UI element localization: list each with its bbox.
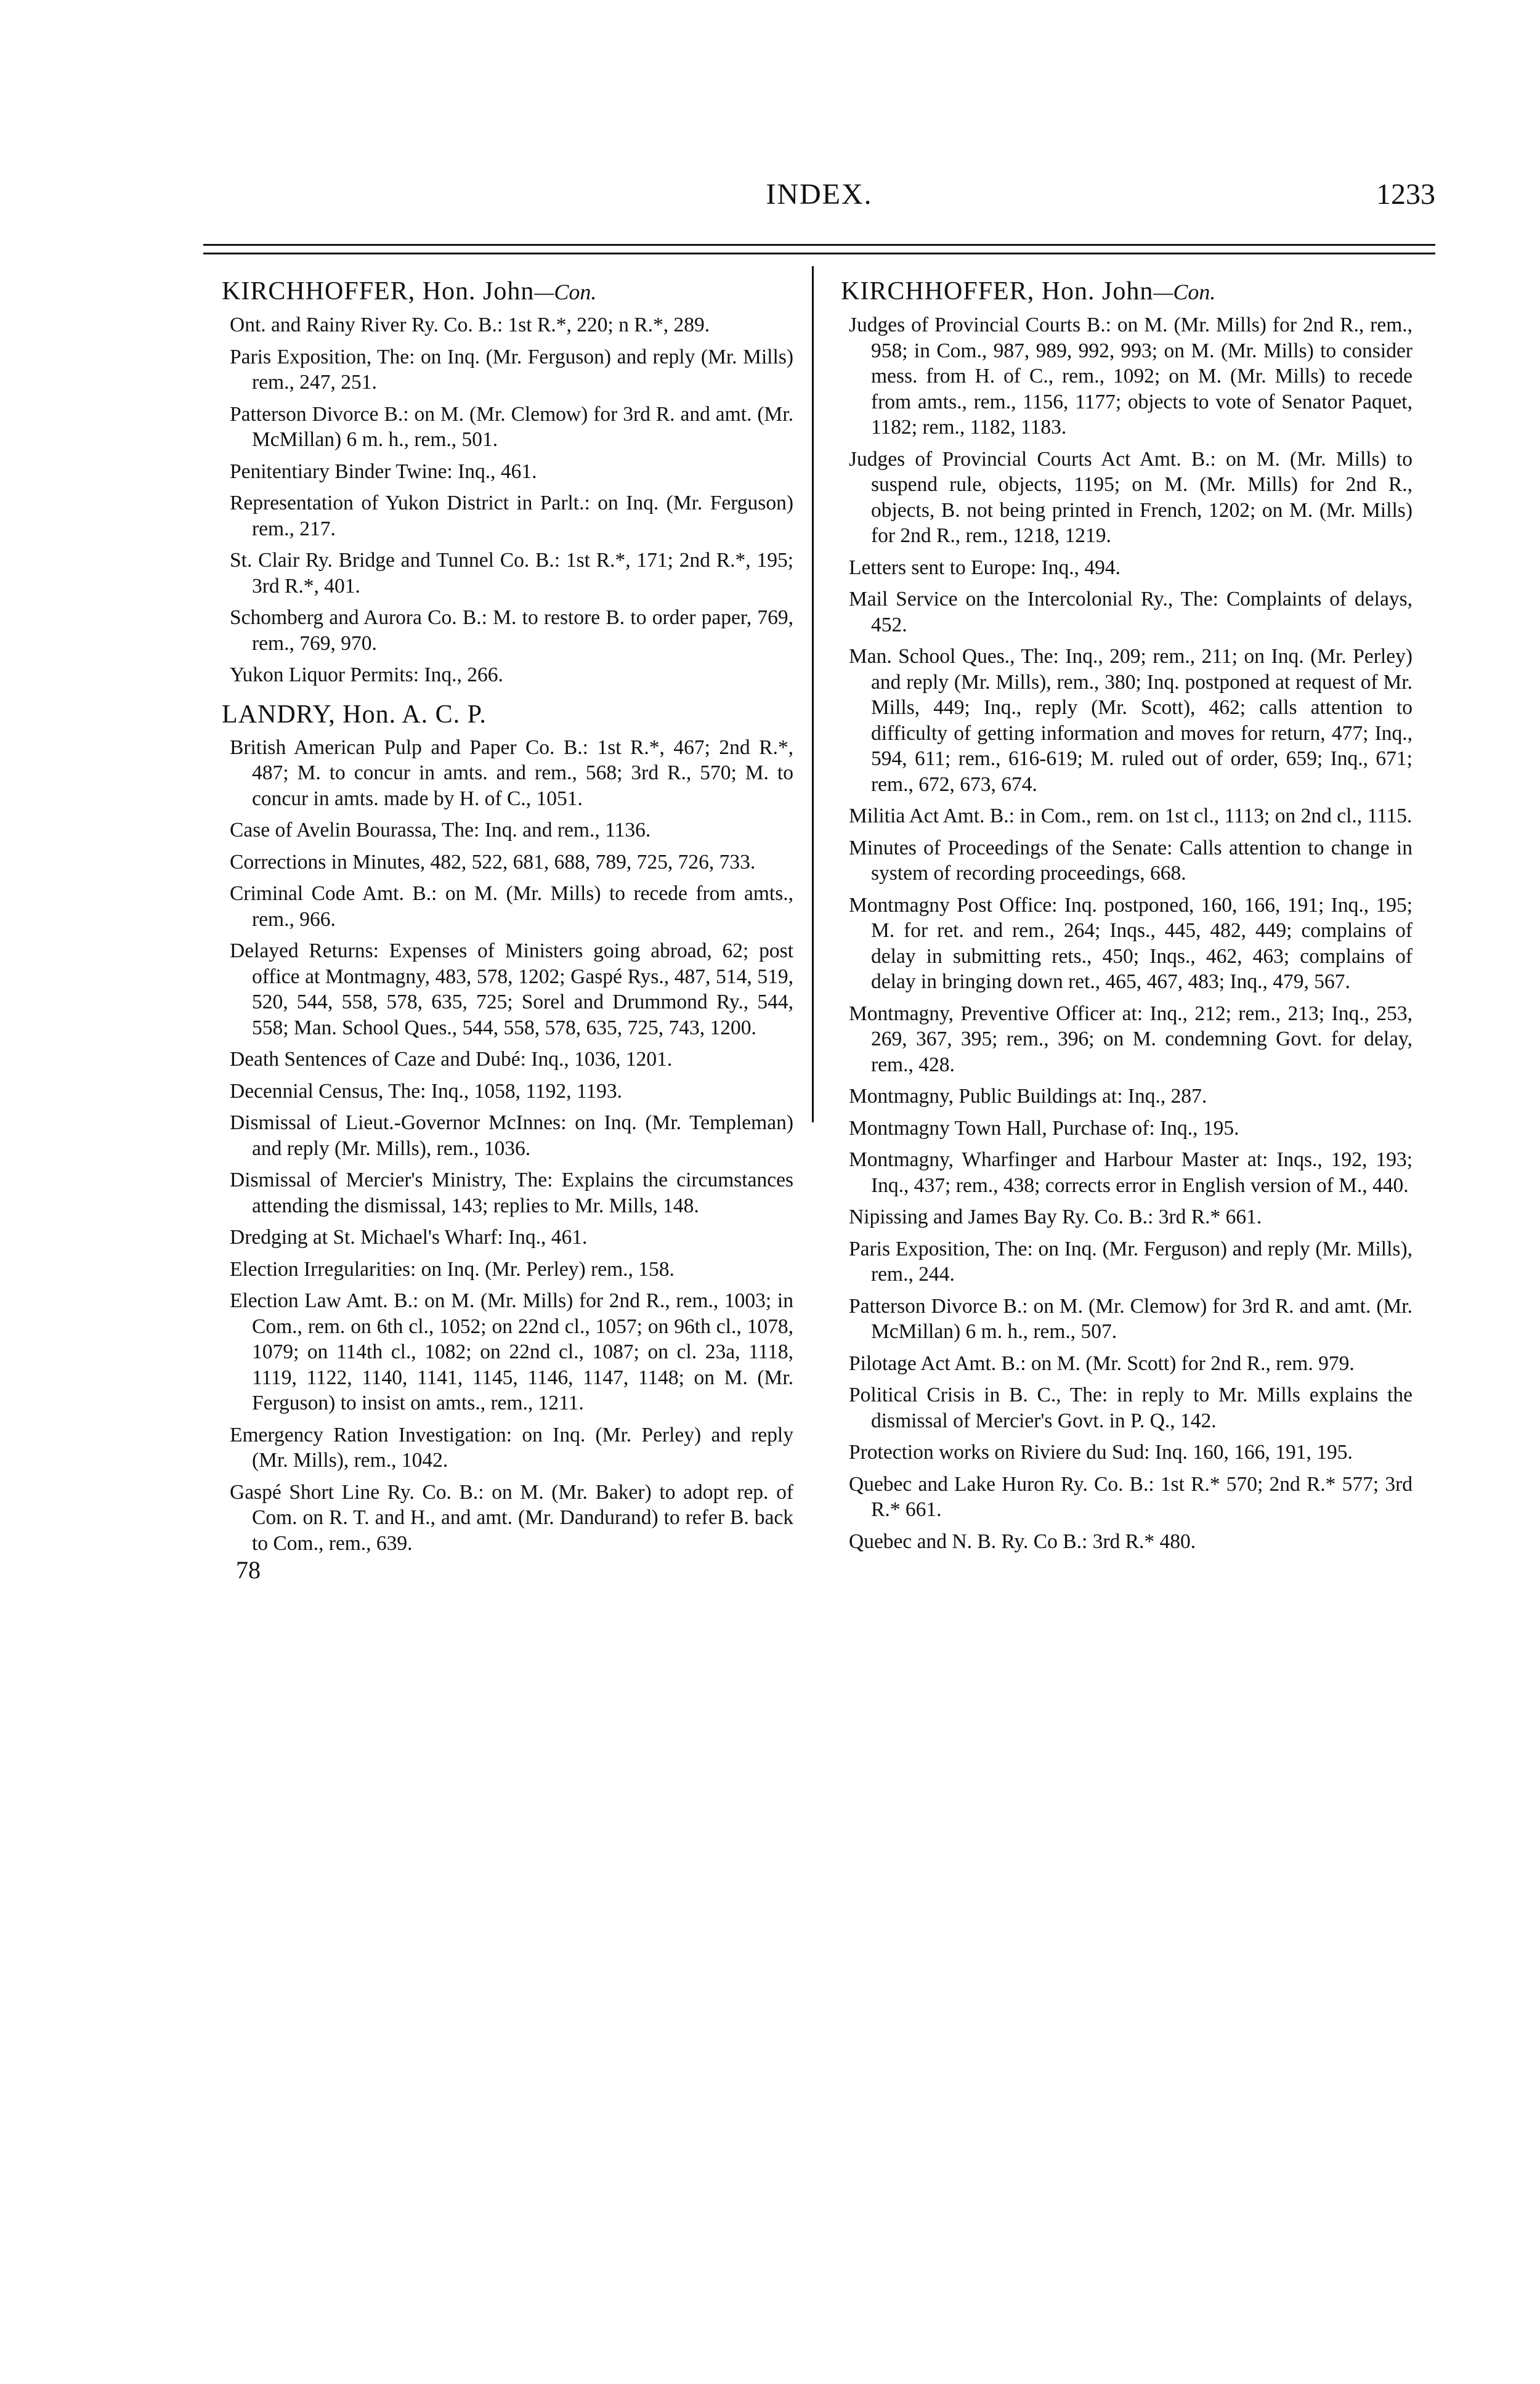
- right-column: [841, 276, 1412, 1560]
- header-rule-bottom: [203, 253, 1435, 254]
- index-entry: Protection works on Riviere du Sud: Inq. 160, 166, 191, 195.: [849, 1441, 1353, 1464]
- index-entry: Letters sent to Europe: Inq., 494.: [849, 556, 1121, 579]
- name-heading: [222, 699, 793, 730]
- index-entry: Montmagny, Preventive Officer at: Inq., 212; rem., 213; Inq., 253, 269, 367, 395; rem., 396; on M. condemning Govt. for delay, rem., 428.: [849, 1002, 1412, 1076]
- signature-mark: 78: [236, 1556, 261, 1584]
- running-title: INDEX.: [766, 178, 873, 211]
- index-entry: British American Pulp and Paper Co. B.: 1st R.*, 467; 2nd R.*, 487; M. to concur in amts. and rem., 568; 3rd R., 570; M. to concur in amts. made by H. of C., 1051.: [230, 736, 793, 810]
- index-entry: Representation of Yukon District in Parlt.: on Inq. (Mr. Ferguson) rem., 217.: [230, 492, 793, 540]
- index-entry: Political Crisis in B. C., The: in reply to Mr. Mills explains the dismissal of Mercier's Govt. in P. Q., 142.: [849, 1384, 1412, 1432]
- index-entry: Dredging at St. Michael's Wharf: Inq., 461.: [230, 1226, 588, 1249]
- index-entry: Patterson Divorce B.: on M. (Mr. Clemow) for 3rd R. and amt. (Mr. McMillan) 6 m. h., rem., 507.: [849, 1294, 1412, 1343]
- index-entry: Montmagny, Public Buildings at: Inq., 287.: [849, 1085, 1207, 1108]
- index-entry: Emergency Ration Investigation: on Inq. (Mr. Perley) and reply (Mr. Mills), rem., 1042.: [230, 1423, 793, 1472]
- index-entry: Delayed Returns: Expenses of Ministers going abroad, 62; post office at Montmagny, 483, 578, 1202; Gaspé Rys., 487, 514, 519, 520, 544, 558, 578, 635, 725; Sorel and Drummond Ry., 544, 558; Man. School Ques., 544, 558, 578, 635, 725, 743, 1200.: [230, 939, 793, 1039]
- index-entry: Election Law Amt. B.: on M. (Mr. Mills) for 2nd R., rem., 1003; in Com., rem. on 6th cl., 1052; on 22nd cl., 1057; on 96th cl., 1078, 1079; on 114th cl., 1082; on 22nd cl., 1087; on cl. 23a, 1118, 1119, 1122, 1140, 1141, 1145, 1146, 1147, 1148; on M. (Mr. Ferguson) to insist on amts., rem., 1211.: [230, 1289, 793, 1414]
- index-entry: Gaspé Short Line Ry. Co. B.: on M. (Mr. Baker) to adopt rep. of Com. on R. T. and H., and amt. (Mr. Dandurand) to refer B. back to Com., rem., 639.: [230, 1480, 793, 1555]
- name-heading: [841, 276, 1412, 307]
- index-entry: Quebec and Lake Huron Ry. Co. B.: 1st R.* 570; 2nd R.* 577; 3rd R.* 661.: [849, 1472, 1412, 1521]
- index-entry: Patterson Divorce B.: on M. (Mr. Clemow) for 3rd R. and amt. (Mr. McMillan) 6 m. h., rem., 501.: [230, 402, 793, 451]
- heading-name: KIRCHHOFFER, Hon. John: [841, 277, 1154, 306]
- left-column: [222, 276, 793, 1584]
- heading-suffix: —Con.: [534, 280, 597, 304]
- index-entry: Paris Exposition, The: on Inq. (Mr. Ferguson) and reply (Mr. Mills) rem., 247, 251.: [230, 345, 793, 394]
- heading-name: KIRCHHOFFER, Hon. John: [222, 277, 535, 306]
- index-entry: Penitentiary Binder Twine: Inq., 461.: [230, 460, 537, 483]
- heading-suffix: —Con.: [1153, 280, 1216, 304]
- index-entry: St. Clair Ry. Bridge and Tunnel Co. B.: 1st R.*, 171; 2nd R.*, 195; 3rd R.*, 401.: [230, 549, 793, 598]
- index-entry: Montmagny Town Hall, Purchase of: Inq., 195.: [849, 1116, 1239, 1140]
- entry-list: [230, 312, 793, 688]
- entry-list: [849, 312, 1412, 1554]
- header-rule-top: [203, 244, 1435, 246]
- index-entry: Death Sentences of Caze and Dubé: Inq., 1036, 1201.: [230, 1048, 673, 1071]
- index-entry: Dismissal of Lieut.-Governor McInnes: on Inq. (Mr. Templeman) and reply (Mr. Mills), rem., 1036.: [230, 1111, 793, 1160]
- index-entry: Ont. and Rainy River Ry. Co. B.: 1st R.*, 220; n R.*, 289.: [230, 314, 710, 336]
- page-number: 1233: [1376, 178, 1435, 211]
- index-entry: Montmagny Post Office: Inq. postponed, 160, 166, 191; Inq., 195; M. for ret. and rem., 264; Inqs., 445, 482, 449; complains of delay in submitting rets., 450; Inqs., 462, 463; complains of delay in bringing down ret., 465, 467, 483; Inq., 479, 567.: [849, 893, 1412, 993]
- index-entry: Militia Act Amt. B.: in Com., rem. on 1st cl., 1113; on 2nd cl., 1115.: [849, 805, 1412, 827]
- index-entry: Nipissing and James Bay Ry. Co. B.: 3rd R.* 661.: [849, 1206, 1262, 1228]
- index-entry: Minutes of Proceedings of the Senate: Calls attention to change in system of recording proceedings, 668.: [849, 836, 1412, 885]
- index-entry: Decennial Census, The: Inq., 1058, 1192, 1193.: [230, 1079, 623, 1103]
- heading-name: LANDRY, Hon. A. C. P.: [222, 700, 487, 729]
- page-header: [203, 177, 1435, 214]
- index-entry: Schomberg and Aurora Co. B.: M. to restore B. to order paper, 769, rem., 769, 970.: [230, 606, 793, 655]
- index-entry: Mail Service on the Intercolonial Ry., The: Complaints of delays, 452.: [849, 588, 1412, 636]
- name-heading: [222, 276, 793, 307]
- index-entry: Judges of Provincial Courts Act Amt. B.: on M. (Mr. Mills) to suspend rule, objects, 1195; on M. (Mr. Mills) for 2nd R., objects, B. not being printed in French, 1202; on M. (Mr. Mills) for 2nd R., rem., 1218, 1219.: [849, 447, 1412, 547]
- index-entry: Paris Exposition, The: on Inq. (Mr. Ferguson) and reply (Mr. Mills), rem., 244.: [849, 1237, 1412, 1286]
- index-entry: Dismissal of Mercier's Ministry, The: Explains the circumstances attending the dismissal, 143; replies to Mr. Mills, 148.: [230, 1169, 793, 1217]
- column-divider: [812, 266, 814, 1122]
- index-entry: Election Irregularities: on Inq. (Mr. Perley) rem., 158.: [230, 1257, 675, 1281]
- index-entry: Criminal Code Amt. B.: on M. (Mr. Mills) to recede from amts., rem., 966.: [230, 882, 793, 931]
- index-entry: Case of Avelin Bourassa, The: Inq. and rem., 1136.: [230, 819, 651, 841]
- index-entry: Yukon Liquor Permits: Inq., 266.: [230, 663, 503, 686]
- index-entry: Pilotage Act Amt. B.: on M. (Mr. Scott) for 2nd R., rem. 979.: [849, 1352, 1355, 1375]
- index-entry: Quebec and N. B. Ry. Co B.: 3rd R.* 480.: [849, 1530, 1196, 1553]
- index-entry: Man. School Ques., The: Inq., 209; rem., 211; on Inq. (Mr. Perley) and reply (Mr. Mills), rem., 380; Inq. postponed at request of Mr. Mills, 449; Inq., reply (Mr. Scott), 462; calls attention to difficulty of getting information and moves for return, 477; Inq., 594, 611; rem., 616-619; M. ruled out of order, 659; Inq., 671; rem., 672, 673, 674.: [849, 645, 1412, 796]
- index-entry: Corrections in Minutes, 482, 522, 681, 688, 789, 725, 726, 733.: [230, 850, 756, 874]
- index-entry: Montmagny, Wharfinger and Harbour Master at: Inqs., 192, 193; Inq., 437; rem., 438; corrects error in English version of M., 440.: [849, 1148, 1412, 1197]
- entry-list: [230, 735, 793, 1557]
- index-entry: Judges of Provincial Courts B.: on M. (Mr. Mills) for 2nd R., rem., 958; in Com., 987, 989, 992, 993; on M. (Mr. Mills) to consider mess. from H. of C., rem., 1092; on M. (Mr. Mills) to recede from amts., rem., 1156, 1177; objects to vote of Senator Paquet, 1182; rem., 1182, 1183.: [849, 314, 1412, 439]
